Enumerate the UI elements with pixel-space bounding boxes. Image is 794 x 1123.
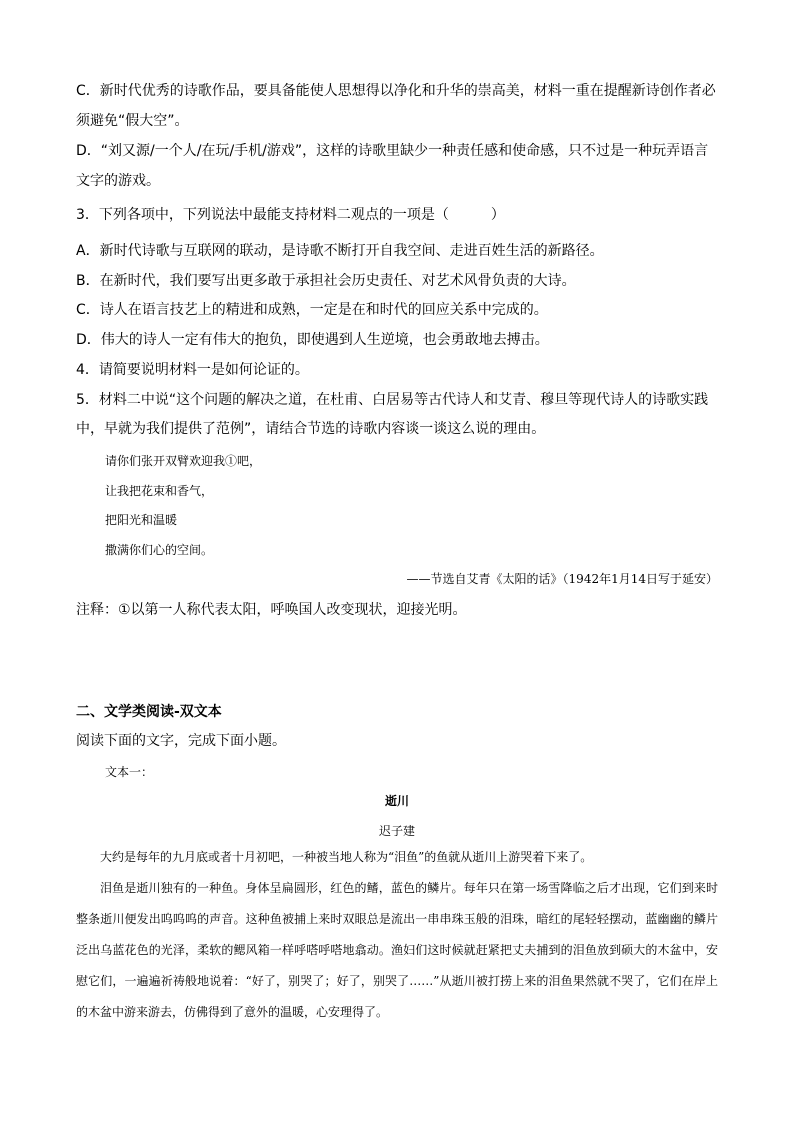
poem-line-4: 撒满你们心的空间。 <box>105 543 214 557</box>
option-d-line-2: 文字的游戏。 <box>76 173 160 189</box>
story-paragraph-1: 大约是每年的九月底或者十月初吧，一种被当地人称为“泪鱼”的鱼就从逝川上游哭着下来了。 <box>100 850 593 864</box>
section-2-heading: 二、文学类阅读-双文本 <box>76 704 222 720</box>
story-title: 逝川 <box>384 794 409 808</box>
question-4: 4．请简要说明材料一是如何论证的。 <box>76 362 309 378</box>
story-author: 迟子建 <box>378 824 415 838</box>
poem-line-1: 请你们张开双臂欢迎我①吧， <box>105 454 262 468</box>
option-c-line-2: 须避免“假大空”。 <box>76 113 189 129</box>
poem-credit: ——节选自艾青《太阳的话》（1942年1月14日写于延安） <box>406 572 718 586</box>
story-paragraph-2: 泪鱼是逝川独有的一种鱼。身体呈扁圆形，红色的鳍，蓝色的鳞片。每年只在第一场雪降临之后才出现，它们到来时整条逝川便发出呜呜呜的声音。这种鱼被捕上来时双眼总是流出一串串珠玉般的泪珠，暗红的尾轻轻摆动，蓝幽幽的鳞片泛出乌蓝花色的光泽，柔软的鳃风箱一样呼嗒呼嗒地翕动。渔妇们这时候就赶紧把丈夫捕到的泪鱼放到硕大的木盆中，安慰它们，一遍遍祈祷般地说着：“好了，别哭了；好了，别哭了……”从逝川被打捞上来的泪鱼果然就不哭了，它们在岸上的木盆中游来游去，仿佛得到了意外的温暖，心安理得了。 <box>76 881 718 1019</box>
option-c-line-1: C．新时代优秀的诗歌作品，要具备能使人思想得以净化和升华的崇高美，材料一重在提醒新诗创作者必 <box>76 83 716 99</box>
poem-line-2: 让我把花束和香气， <box>105 484 214 498</box>
question-3-stem: 3．下列各项中，下列说法中最能支持材料二观点的一项是（ ） <box>76 207 505 223</box>
question-3-option-d: D．伟大的诗人一定有伟大的抱负，即使遇到人生逆境，也会勇敢地去搏击。 <box>76 332 549 348</box>
option-d-line-1: D．“刘又源/一个人/在玩/手机/游戏”，这样的诗歌里缺少一种责任感和使命感，只不过是一种玩弄语言 <box>76 143 709 159</box>
question-5-line-1: 5．材料二中说“这个问题的解决之道，在杜甫、白居易等古代诗人和艾青、穆旦等现代诗人的诗歌实践 <box>76 392 709 408</box>
poem-line-3: 把阳光和温暖 <box>105 513 178 527</box>
question-5-line-2: 中，早就为我们提供了范例”，请结合节选的诗歌内容谈一谈这么说的理由。 <box>76 421 546 437</box>
annotation-note: 注释：①以第一人称代表太阳，呼唤国人改变现状，迎接光明。 <box>76 602 467 618</box>
section-2-instruction: 阅读下面的文字，完成下面小题。 <box>76 733 286 749</box>
story-body <box>76 842 718 1028</box>
question-3-option-c: C．诗人在语言技艺上的精进和成熟，一定是在和时代的回应关系中完成的。 <box>76 302 548 318</box>
text-one-label: 文本一： <box>105 765 154 779</box>
question-3-option-b: B．在新时代，我们要写出更多敢于承担社会历史责任、对艺术风骨负责的大诗。 <box>76 273 576 289</box>
question-3-option-a: A．新时代诗歌与互联网的联动，是诗歌不断打开自我空间、走进百姓生活的新路径。 <box>76 243 604 259</box>
